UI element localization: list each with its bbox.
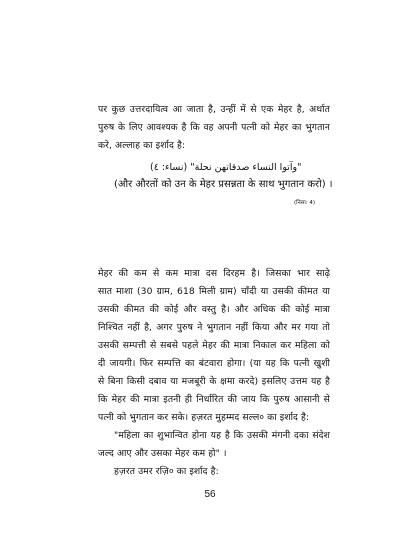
paragraph-2-line-8: कि मेहर की मात्रा इतनी ही निर्धारित की जाय कि पुरुष आसानी से [98, 394, 330, 405]
paragraph-2-line-3: उसकी कीमत की कोई और वस्तु है। और अधिक की कोई मात्रा [98, 304, 330, 315]
paragraph-2-line-7: से बिना किसी दबाव या मजबूरी के क्षमा करदे) इसलिए उत्तम यह है [98, 376, 330, 387]
paragraph-1-line-1: पर कुछ उत्तरदायित्व आ जाता है, उन्हीं में से एक मेहर है, अर्थात [98, 104, 330, 115]
paragraph-2-line-5: उसकी सम्पत्ती से सबसे पहले मेहर की मात्रा निकाल कर महिला को [98, 340, 330, 351]
hadith-quote-line-1: "महिला का शुभान्वित होना यह है कि उसकी मंगनी दका संदेश [114, 430, 330, 441]
arabic-verse: "وآتوا النساء صدقاتهن نحلة" (نساء: ٤) [150, 162, 302, 173]
paragraph-2-line-6: दी जायगी। फिर सम्पत्ति का बंटवारा होगा। (या यह कि पत्नी खुशी [98, 358, 330, 369]
paragraph-2-line-9: पत्नी को भुगतान कर सके। हज़रत मुहम्मद सल्ल० का इर्शाद है: [98, 412, 310, 423]
paragraph-1-line-3: करे, अल्लाह का इर्शाद है: [98, 140, 186, 151]
page-number: 56 [204, 489, 216, 500]
paragraph-2-line-4: निश्चित नहीं है, अगर पुरुष ने भुगतान नहीं किया और मर गया तो [98, 322, 330, 333]
paragraph-2-line-1: मेहर की कम से कम मात्रा दस दिरहम है। जिसका भार साढ़े [98, 268, 330, 279]
paragraph-2-line-2: सात माशा (30 ग्राम, 618 मिली ग्राम) चाँदी या उसकी कीमत या [98, 286, 330, 297]
paragraph-1-line-2: पुरुष के लिए आवश्यक है कि वह अपनी पत्नी को मेहर का भुगतान [98, 122, 330, 133]
verse-translation: (और औरतों को उन के मेहर प्रसन्नता के साथ भुगतान करो) । [114, 179, 333, 190]
umar-saying-intro: हज़रत उमर रज़ि० का इर्शाद है: [114, 466, 219, 477]
hadith-quote-line-2: जल्द आए और उसका मेहर कम हो" । [98, 448, 227, 459]
verse-reference: (निसा: 4) [294, 200, 316, 206]
